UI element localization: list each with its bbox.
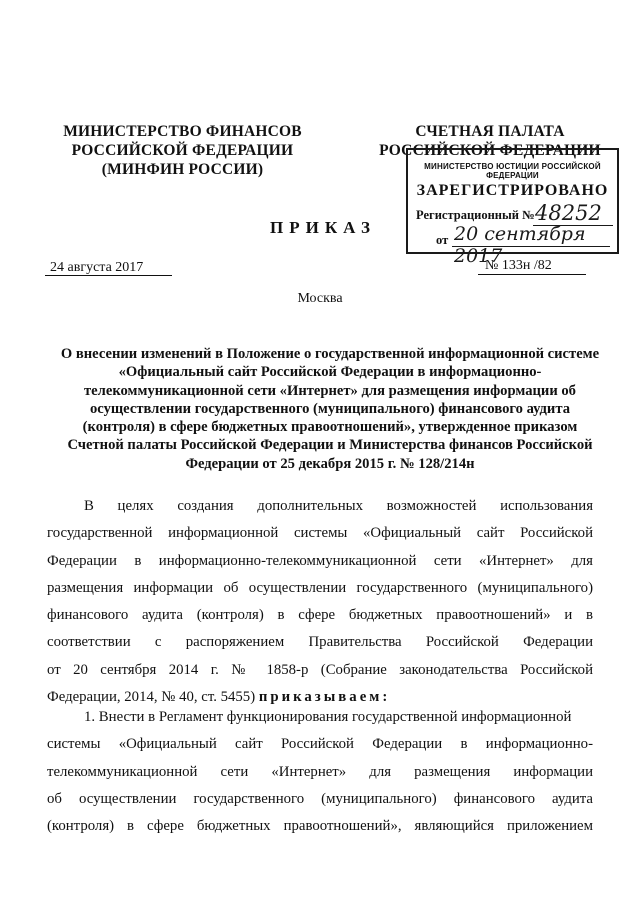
text-line: (контроля) в сфере бюджетных правоотношений», являющийся приложением xyxy=(47,818,593,835)
document-date: 24 августа 2017 xyxy=(50,260,144,275)
text-line: 1. Внести в Регламент функционирования государственной информационной xyxy=(84,709,572,725)
ministry-line: (МИНФИН РОССИИ) xyxy=(101,161,264,178)
text-line: системы «Официальный сайт Российской Федерации в информационно- xyxy=(47,736,593,753)
document-number: № 133н /82 xyxy=(485,258,552,273)
chamber-line: РОССИЙСКОЙ ФЕДЕРАЦИИ xyxy=(379,142,601,159)
stamp-date-handwritten: 20 сентября 2017 xyxy=(454,223,586,267)
stamp-reg-number: 48252 xyxy=(535,201,602,225)
document-city: Москва xyxy=(297,291,343,306)
text-line: В целях создания дополнительных возможностей использования xyxy=(84,498,593,514)
body-paragraph-2 xyxy=(47,704,593,840)
text-line: телекоммуникационной сети «Интернет» для размещения информации xyxy=(47,763,593,780)
order-keyword: приказываем: xyxy=(258,689,391,706)
text-line: государственной информационной системы «Официальный сайт Российской xyxy=(47,525,593,542)
text-line: финансового аудита (контроля) в сфере бюджетных правоотношений» и в xyxy=(47,607,593,624)
date-underline xyxy=(45,275,172,276)
stamp-ministry: МИНИСТЕРСТВО ЮСТИЦИИ РОССИЙСКОЙ ФЕДЕРАЦИИ xyxy=(424,162,601,180)
document-type: ПРИКАЗ xyxy=(270,218,376,237)
text-line: Федерации в информационно-телекоммуникационной сети «Интернет» для xyxy=(47,552,593,569)
stamp-date-prefix: от xyxy=(436,233,449,247)
number-underline xyxy=(478,274,586,275)
document-heading: О внесении изменений в Положение о государственной информационной системе «Официальный сайт Российской Федерации в информационно-телекоммуникационной сети «Интернет» для размещения информации об осуществлении государственного (муниципального) финансового аудита (контроля) в сфере бюджетных правоотношений», утвержденное приказом Счетной палаты Российской Федерации и Министерства финансов Российской Федерации от 25 декабря 2015 г. № 128/214н xyxy=(60,346,600,472)
stamp-reg-label: Регистрационный № xyxy=(416,208,535,222)
text-line: соответствии с распоряжением Правительства Российской Федерации xyxy=(47,634,593,651)
text-line: об осуществлении государственного (муниципального) финансового аудита xyxy=(47,790,593,807)
ministry-line: МИНИСТЕРСТВО ФИНАНСОВ xyxy=(63,123,302,140)
text-line: от 20 сентября 2014 г. № 1858-р (Собрание законодательства Российской xyxy=(47,661,593,678)
body-paragraph-1 xyxy=(47,493,593,711)
ministry-header xyxy=(40,122,325,179)
chamber-line: СЧЕТНАЯ ПАЛАТА xyxy=(415,123,565,140)
stamp-title: ЗАРЕГИСТРИРОВАНО xyxy=(416,182,609,199)
text-line: размещения информации об осуществлении государственного (муниципального) xyxy=(47,579,593,596)
ministry-line: РОССИЙСКОЙ ФЕДЕРАЦИИ xyxy=(71,142,294,159)
text-plain: Федерации, 2014, № 40, ст. 5455) xyxy=(47,689,259,706)
